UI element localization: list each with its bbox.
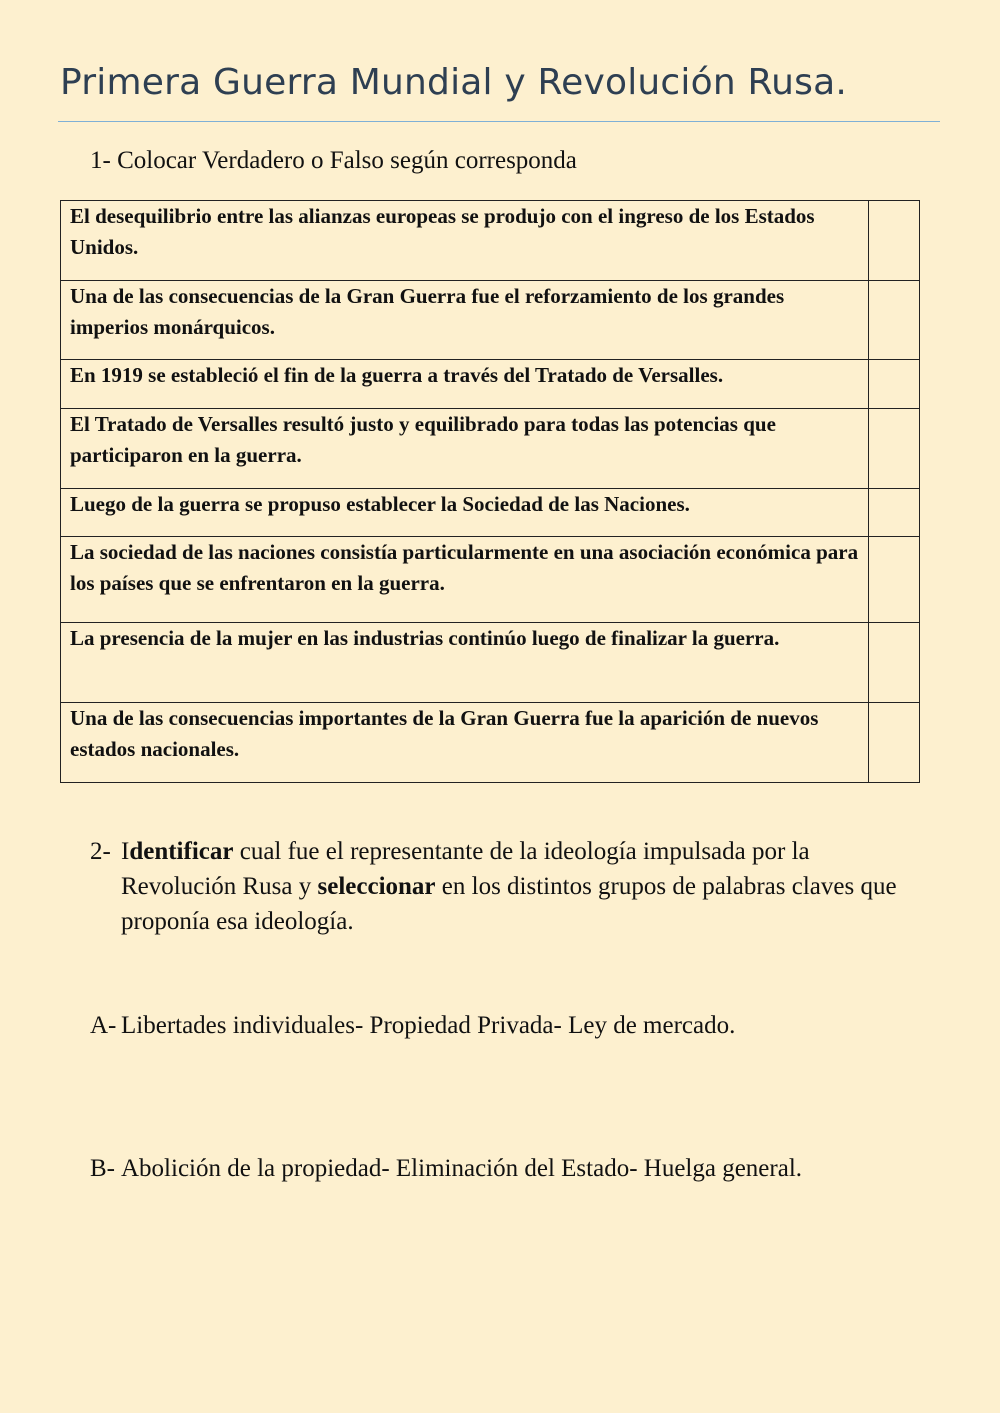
table-row	[61, 703, 920, 783]
table-row	[61, 360, 920, 409]
statement-cell: Luego de la guerra se propuso establecer la Sociedad de las Naciones.	[61, 489, 869, 537]
option-a[interactable]	[90, 1012, 735, 1040]
statement-cell: La presencia de la mujer en las industrias continúo luego de finalizar la guerra.	[61, 623, 869, 703]
table-row	[61, 201, 920, 281]
statement-cell: La sociedad de las naciones consistía particularmente en una asociación económica para los países que se enfrentaron en la guerra.	[61, 537, 869, 623]
option-b[interactable]	[90, 1155, 802, 1183]
statement-cell: El Tratado de Versalles resultó justo y equilibrado para todas las potencias que participaron en la guerra.	[61, 409, 869, 489]
answer-cell[interactable]	[869, 409, 920, 489]
title-divider	[58, 121, 940, 122]
question-2-text: en los distintos grupos de palabras claves que proponía esa ideología.	[121, 873, 897, 935]
table-row	[61, 409, 920, 489]
true-false-table	[60, 200, 920, 783]
question-2-number: 2-	[90, 838, 111, 865]
answer-cell[interactable]	[869, 537, 920, 623]
statement-cell: Una de las consecuencias de la Gran Guerra fue el reforzamiento de los grandes imperios monárquicos.	[61, 281, 869, 360]
page-title: Primera Guerra Mundial y Revolución Rusa.	[60, 62, 847, 103]
statement-cell: En 1919 se estableció el fin de la guerra a través del Tratado de Versalles.	[61, 360, 869, 409]
question-2-text: cual fue el representante de la ideología impulsada por la Revolución Rusa y	[121, 838, 810, 900]
question-2-emphasis: dentificar	[129, 838, 234, 865]
table-row	[61, 281, 920, 360]
answer-cell[interactable]	[869, 623, 920, 703]
option-letter: A-	[90, 1012, 117, 1039]
answer-cell[interactable]	[869, 201, 920, 281]
question-2-text: I	[121, 838, 130, 865]
question-2-emphasis: seleccionar	[317, 873, 436, 900]
statement-cell: El desequilibrio entre las alianzas europeas se produjo con el ingreso de los Estados Unidos.	[61, 201, 869, 281]
option-text: Libertades individuales- Propiedad Privada- Ley de mercado.	[121, 1012, 736, 1039]
answer-cell[interactable]	[869, 360, 920, 409]
option-letter: B-	[90, 1155, 115, 1182]
option-text: Abolición de la propiedad- Eliminación del Estado- Huelga general.	[121, 1155, 803, 1182]
table-row	[61, 623, 920, 703]
statement-cell: Una de las consecuencias importantes de la Gran Guerra fue la aparición de nuevos estados nacionales.	[61, 703, 869, 783]
question-2-body	[90, 834, 930, 939]
question-2-prompt	[90, 834, 930, 939]
table-row	[61, 489, 920, 537]
answer-cell[interactable]	[869, 281, 920, 360]
answer-cell[interactable]	[869, 703, 920, 783]
answer-cell[interactable]	[869, 489, 920, 537]
table-row	[61, 537, 920, 623]
question-1-prompt: 1- Colocar Verdadero o Falso según corresponda	[90, 147, 577, 174]
